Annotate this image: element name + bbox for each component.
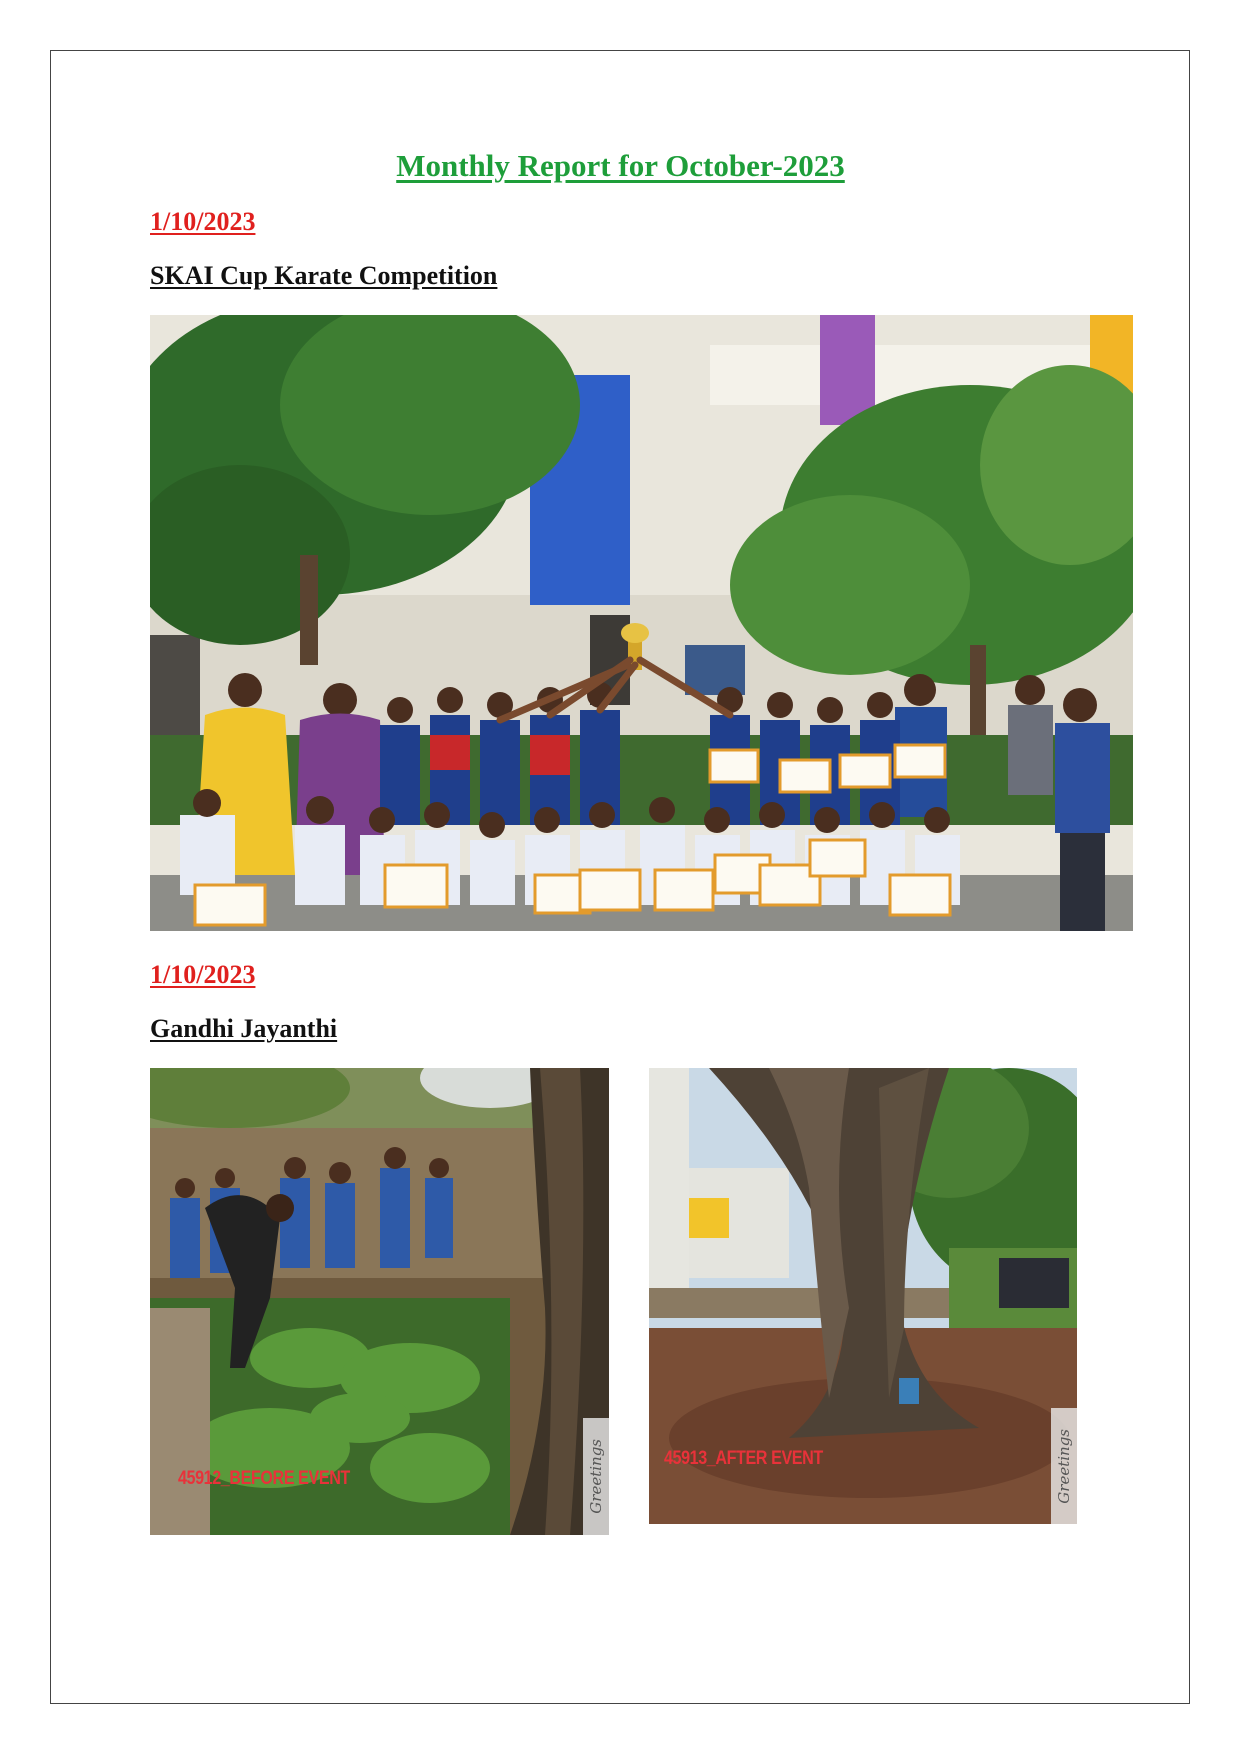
group-photo-trophy-icon [150,315,1133,931]
cleaning-drive-photo-icon [150,1068,609,1535]
after-event-photo [649,1068,1077,1524]
event-date: 1/10/2023 [150,207,256,236]
report-title: Monthly Report for October-2023 [396,148,845,183]
event-date: 1/10/2023 [150,960,256,989]
karate-group-photo [150,315,1133,931]
watermark: Greetings [583,1418,609,1535]
event-heading: Gandhi Jayanthi [150,1014,338,1043]
photo-caption: 45912_BEFORE EVENT [178,1468,350,1489]
photo-caption: 45913_AFTER EVENT [664,1448,823,1469]
event-heading: SKAI Cup Karate Competition [150,261,498,290]
before-event-photo [150,1068,609,1535]
watermark: Greetings [1051,1408,1077,1524]
